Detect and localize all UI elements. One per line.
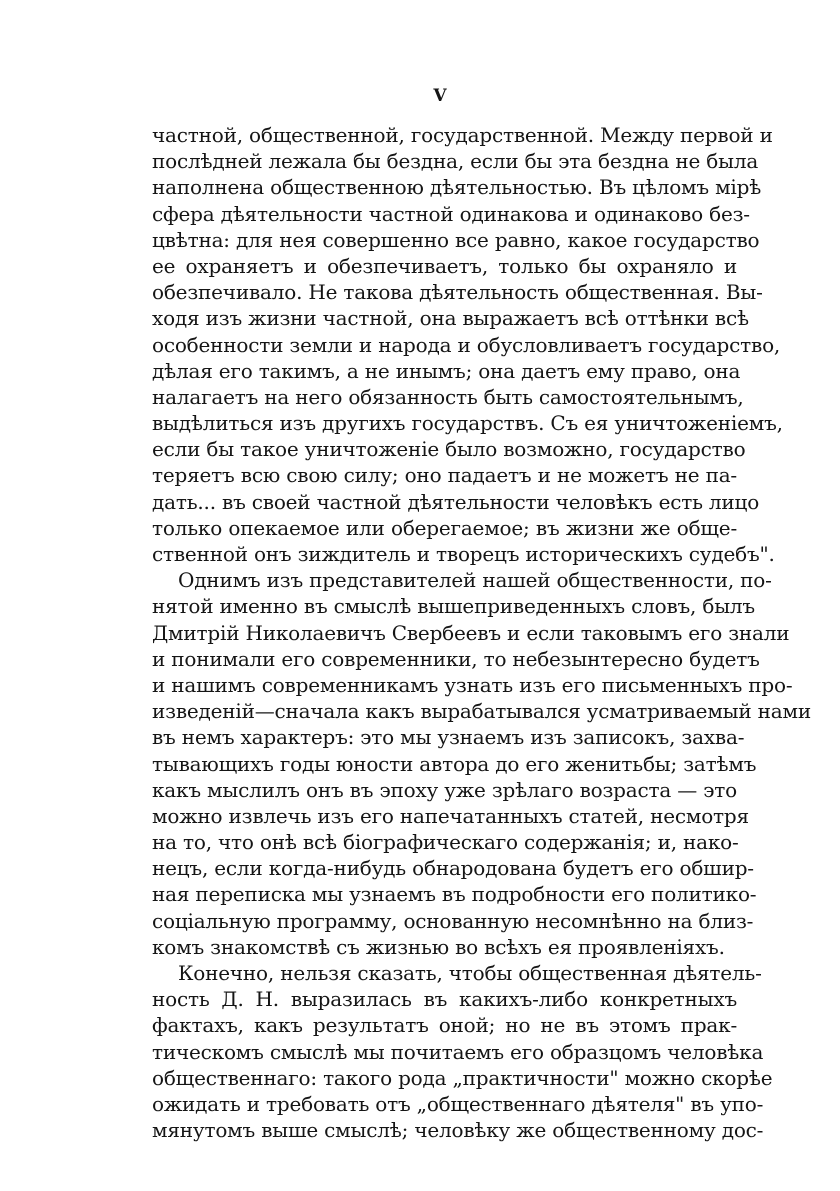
text-line: выдѣлиться изъ другихъ государствъ. Съ ея уничтоженіемъ, xyxy=(152,411,783,436)
text-line: мянутомъ выше смыслѣ; человѣку же общественному дос- xyxy=(152,1118,764,1143)
paragraph xyxy=(152,122,783,567)
text-line: налагаетъ на него обязанность быть самостоятельнымъ, xyxy=(152,384,744,409)
text-line: ожидать и требовать отъ „общественнаго дѣятеля" въ упо- xyxy=(152,1091,764,1116)
page-number: V xyxy=(433,86,447,106)
text-line: послѣдней лежала бы бездна, если бы эта бездна не была xyxy=(152,149,759,174)
text-line: нецъ, если когда-нибудь обнародована будетъ его обшир- xyxy=(152,856,754,881)
text-line: сфера дѣятельности частной одинакова и одинаково без- xyxy=(152,201,750,226)
paragraph xyxy=(152,960,773,1143)
body-text xyxy=(152,122,812,1143)
text-line: ная переписка мы узнаемъ въ подробности его политико- xyxy=(152,882,757,907)
text-line: наполнена общественною дѣятельностью. Въ цѣломъ мірѣ xyxy=(152,175,762,200)
text-line: общественнаго: такого рода „практичности" можно скорѣе xyxy=(152,1065,773,1090)
text-line: ность Д. Н. выразилась въ какихъ-либо конкретныхъ xyxy=(152,987,737,1012)
text-line: ходя изъ жизни частной, она выражаетъ всѣ оттѣнки всѣ xyxy=(152,306,749,331)
text-line: соціальную программу, основанную несомнѣнно на близ- xyxy=(152,908,754,933)
text-line: и понимали его современники, то небезынтересно будетъ xyxy=(152,646,760,671)
text-line: въ немъ характеръ: это мы узнаемъ изъ записокъ, захва- xyxy=(152,725,745,750)
text-line: особенности земли и народа и обусловливаетъ государство, xyxy=(152,332,781,357)
text-line: Конечно, нельзя сказать, чтобы общественная дѣятель- xyxy=(178,961,762,985)
text-line: на то, что онѣ всѣ біографическаго содержанія; и, нако- xyxy=(152,830,739,855)
text-line: фактахъ, какъ результатъ оной; но не въ этомъ прак- xyxy=(152,1013,737,1038)
text-line: какъ мыслилъ онъ въ эпоху уже зрѣлаго возраста — это xyxy=(152,777,737,802)
text-line: цвѣтна: для нея совершенно все равно, какое государство xyxy=(152,227,760,252)
paragraph xyxy=(152,567,812,960)
text-line: дѣлая его такимъ, а не инымъ; она даетъ ему право, она xyxy=(152,358,741,383)
text-line: дать... въ своей частной дѣятельности человѣкъ есть лицо xyxy=(152,489,760,514)
text-line: ственной онъ зиждитель и творецъ историческихъ судебъ". xyxy=(152,542,775,566)
text-line: ее охраняетъ и обезпечиваетъ, только бы охраняло и xyxy=(152,253,737,278)
text-line: комъ знакомствѣ съ жизнью во всѣхъ ея проявленіяхъ. xyxy=(152,934,725,959)
text-line: тывающихъ годы юности автора до его женитьбы; затѣмъ xyxy=(152,751,757,776)
text-line: Однимъ изъ представителей нашей общественности, по- xyxy=(178,568,772,593)
text-line: если бы такое уничтоженіе было возможно, государство xyxy=(152,437,746,462)
text-line: обезпечивало. Не такова дѣятельность общественная. Вы- xyxy=(152,280,763,305)
text-line: теряетъ всю свою силу; оно падаетъ и не можетъ не па- xyxy=(152,463,737,488)
text-line: Дмитрій Николаевичъ Свербеевъ и если таковымъ его знали xyxy=(152,620,790,645)
text-line: тическомъ смыслѣ мы почитаемъ его образцомъ человѣка xyxy=(152,1039,764,1064)
text-line: нятой именно въ смыслѣ вышеприведенныхъ словъ, былъ xyxy=(152,594,755,619)
text-line: частной, общественной, государственной. Между первой и xyxy=(152,123,773,147)
text-line: и нашимъ современникамъ узнать изъ его письменныхъ про- xyxy=(152,672,793,697)
text-line: изведеній—сначала какъ вырабатывался усматриваемый нами xyxy=(152,699,812,724)
text-line: можно извлечь изъ его напечатанныхъ статей, несмотря xyxy=(152,803,749,828)
text-line: только опекаемое или оберегаемое; въ жизни же обще- xyxy=(152,515,737,540)
